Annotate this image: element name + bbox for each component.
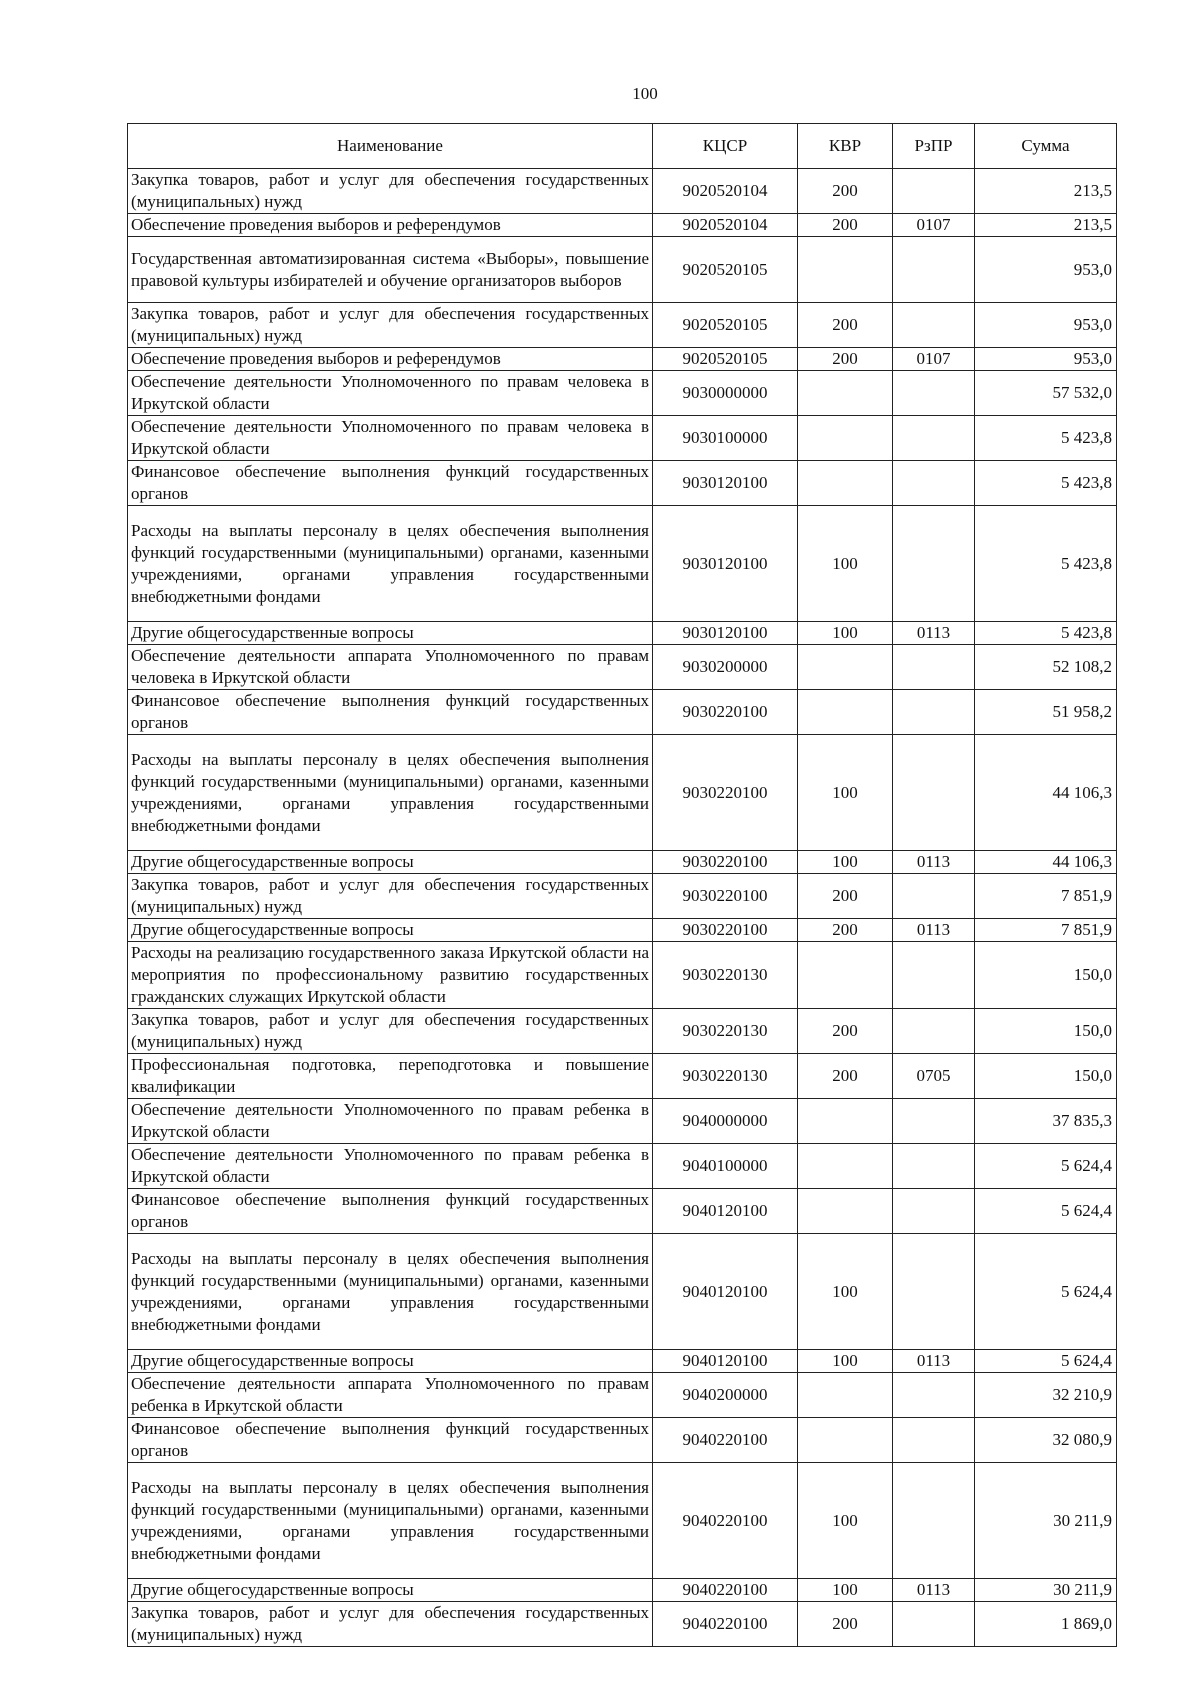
cell-sum: 1 869,0 (975, 1602, 1117, 1647)
cell-kvr: 100 (798, 1350, 893, 1373)
cell-kvr (798, 461, 893, 506)
cell-kvr (798, 690, 893, 735)
table-row (128, 1009, 1117, 1054)
cell-rzpr (893, 1602, 975, 1647)
cell-kvr (798, 645, 893, 690)
cell-rzpr (893, 169, 975, 214)
cell-rzpr (893, 303, 975, 348)
cell-sum: 5 624,4 (975, 1350, 1117, 1373)
cell-name: Расходы на выплаты персоналу в целях обеспечения выполнения функций государственными (муниципальными) органами, казенными учреждениями, органами управления государственными внебюджетными фондами (128, 1463, 653, 1579)
table-row (128, 690, 1117, 735)
cell-sum: 32 210,9 (975, 1373, 1117, 1418)
cell-sum: 5 423,8 (975, 506, 1117, 622)
cell-rzpr (893, 1144, 975, 1189)
cell-kcsr: 9030000000 (653, 371, 798, 416)
cell-kvr: 100 (798, 506, 893, 622)
header-rzpr: РзПР (893, 124, 975, 169)
cell-name: Расходы на выплаты персоналу в целях обеспечения выполнения функций государственными (муниципальными) органами, казенными учреждениями, органами управления государственными внебюджетными фондами (128, 735, 653, 851)
cell-rzpr (893, 416, 975, 461)
cell-kvr: 100 (798, 1579, 893, 1602)
cell-rzpr: 0113 (893, 919, 975, 942)
table-row (128, 1144, 1117, 1189)
cell-kvr (798, 371, 893, 416)
cell-kcsr: 9040120100 (653, 1350, 798, 1373)
header-kcsr: КЦСР (653, 124, 798, 169)
cell-kvr: 200 (798, 874, 893, 919)
cell-sum: 150,0 (975, 942, 1117, 1009)
cell-name: Государственная автоматизированная система «Выборы», повышение правовой культуры избирателей и обучение организаторов выборов (128, 237, 653, 303)
cell-kcsr: 9030220100 (653, 690, 798, 735)
table-header-row (128, 124, 1117, 169)
cell-sum: 32 080,9 (975, 1418, 1117, 1463)
table-row (128, 1463, 1117, 1579)
cell-rzpr (893, 1463, 975, 1579)
cell-name: Закупка товаров, работ и услуг для обеспечения государственных (муниципальных) нужд (128, 303, 653, 348)
table-row (128, 506, 1117, 622)
cell-sum: 51 958,2 (975, 690, 1117, 735)
cell-rzpr (893, 1418, 975, 1463)
cell-name: Обеспечение деятельности аппарата Уполномоченного по правам ребенка в Иркутской области (128, 1373, 653, 1418)
cell-sum: 7 851,9 (975, 919, 1117, 942)
cell-sum: 5 423,8 (975, 416, 1117, 461)
cell-kvr (798, 416, 893, 461)
cell-name: Профессиональная подготовка, переподготовка и повышение квалификации (128, 1054, 653, 1099)
cell-rzpr: 0107 (893, 214, 975, 237)
cell-kcsr: 9030120100 (653, 622, 798, 645)
table-row (128, 461, 1117, 506)
cell-kcsr: 9030200000 (653, 645, 798, 690)
table-row (128, 1418, 1117, 1463)
table-row (128, 645, 1117, 690)
cell-kcsr: 9030220130 (653, 1009, 798, 1054)
cell-name: Закупка товаров, работ и услуг для обеспечения государственных (муниципальных) нужд (128, 874, 653, 919)
cell-kcsr: 9040000000 (653, 1099, 798, 1144)
cell-kcsr: 9030120100 (653, 461, 798, 506)
cell-name: Финансовое обеспечение выполнения функций государственных органов (128, 690, 653, 735)
table-row (128, 1602, 1117, 1647)
table-row (128, 214, 1117, 237)
cell-kvr: 200 (798, 1009, 893, 1054)
cell-name: Другие общегосударственные вопросы (128, 1350, 653, 1373)
cell-kvr: 100 (798, 622, 893, 645)
cell-rzpr: 0113 (893, 1350, 975, 1373)
cell-kvr (798, 1418, 893, 1463)
cell-kvr (798, 1144, 893, 1189)
table-row (128, 371, 1117, 416)
cell-sum: 953,0 (975, 237, 1117, 303)
cell-kcsr: 9040120100 (653, 1234, 798, 1350)
cell-rzpr: 0113 (893, 851, 975, 874)
table-row (128, 735, 1117, 851)
cell-sum: 30 211,9 (975, 1463, 1117, 1579)
cell-rzpr (893, 735, 975, 851)
table-row (128, 874, 1117, 919)
cell-kcsr: 9030220100 (653, 735, 798, 851)
cell-name: Расходы на выплаты персоналу в целях обеспечения выполнения функций государственными (муниципальными) органами, казенными учреждениями, органами управления государственными внебюджетными фондами (128, 506, 653, 622)
table-row (128, 1373, 1117, 1418)
table-row (128, 416, 1117, 461)
cell-sum: 37 835,3 (975, 1099, 1117, 1144)
cell-name: Обеспечение деятельности Уполномоченного по правам человека в Иркутской области (128, 371, 653, 416)
table-row (128, 1234, 1117, 1350)
cell-kvr: 200 (798, 1054, 893, 1099)
cell-sum: 44 106,3 (975, 851, 1117, 874)
header-kvr: КВР (798, 124, 893, 169)
cell-rzpr: 0113 (893, 622, 975, 645)
cell-name: Обеспечение деятельности Уполномоченного по правам ребенка в Иркутской области (128, 1099, 653, 1144)
table-body (128, 169, 1117, 1647)
table-row (128, 851, 1117, 874)
cell-kcsr: 9030220100 (653, 874, 798, 919)
header-name: Наименование (128, 124, 653, 169)
cell-kcsr: 9040220100 (653, 1579, 798, 1602)
cell-rzpr (893, 506, 975, 622)
cell-rzpr: 0113 (893, 1579, 975, 1602)
cell-kcsr: 9040220100 (653, 1602, 798, 1647)
cell-sum: 150,0 (975, 1054, 1117, 1099)
cell-kcsr: 9040100000 (653, 1144, 798, 1189)
cell-rzpr (893, 874, 975, 919)
cell-rzpr (893, 237, 975, 303)
table-row (128, 1054, 1117, 1099)
cell-name: Расходы на выплаты персоналу в целях обеспечения выполнения функций государственными (муниципальными) органами, казенными учреждениями, органами управления государственными внебюджетными фондами (128, 1234, 653, 1350)
cell-sum: 5 423,8 (975, 461, 1117, 506)
cell-kvr: 200 (798, 303, 893, 348)
cell-rzpr (893, 1373, 975, 1418)
cell-kcsr: 9020520105 (653, 303, 798, 348)
table-row (128, 348, 1117, 371)
cell-sum: 953,0 (975, 348, 1117, 371)
table-row (128, 1099, 1117, 1144)
cell-kcsr: 9030220100 (653, 919, 798, 942)
cell-sum: 150,0 (975, 1009, 1117, 1054)
cell-name: Финансовое обеспечение выполнения функций государственных органов (128, 1189, 653, 1234)
cell-kvr (798, 1189, 893, 1234)
cell-name: Обеспечение деятельности аппарата Уполномоченного по правам человека в Иркутской области (128, 645, 653, 690)
cell-kcsr: 9030220100 (653, 851, 798, 874)
table-row (128, 942, 1117, 1009)
cell-kvr: 200 (798, 169, 893, 214)
table-row (128, 622, 1117, 645)
cell-name: Обеспечение деятельности Уполномоченного по правам ребенка в Иркутской области (128, 1144, 653, 1189)
table-row (128, 169, 1117, 214)
cell-kcsr: 9040120100 (653, 1189, 798, 1234)
table-row (128, 303, 1117, 348)
cell-kcsr: 9030220130 (653, 942, 798, 1009)
cell-kcsr: 9030100000 (653, 416, 798, 461)
cell-kcsr: 9020520105 (653, 348, 798, 371)
table-row (128, 1579, 1117, 1602)
cell-sum: 953,0 (975, 303, 1117, 348)
cell-rzpr (893, 371, 975, 416)
cell-kvr (798, 942, 893, 1009)
cell-rzpr (893, 645, 975, 690)
cell-name: Другие общегосударственные вопросы (128, 1579, 653, 1602)
cell-sum: 30 211,9 (975, 1579, 1117, 1602)
cell-sum: 7 851,9 (975, 874, 1117, 919)
cell-sum: 52 108,2 (975, 645, 1117, 690)
cell-kcsr: 9030220130 (653, 1054, 798, 1099)
cell-kcsr: 9020520104 (653, 214, 798, 237)
cell-sum: 5 624,4 (975, 1234, 1117, 1350)
cell-name: Закупка товаров, работ и услуг для обеспечения государственных (муниципальных) нужд (128, 1602, 653, 1647)
cell-rzpr (893, 1099, 975, 1144)
page-number: 100 (632, 84, 658, 103)
cell-name: Расходы на реализацию государственного заказа Иркутской области на мероприятия по профессиональному развитию государственных гражданских служащих Иркутской области (128, 942, 653, 1009)
cell-kvr: 200 (798, 348, 893, 371)
cell-sum: 5 624,4 (975, 1144, 1117, 1189)
header-sum: Сумма (975, 124, 1117, 169)
cell-rzpr (893, 1189, 975, 1234)
cell-rzpr: 0705 (893, 1054, 975, 1099)
cell-kvr: 200 (798, 1602, 893, 1647)
table-row (128, 237, 1117, 303)
cell-sum: 213,5 (975, 169, 1117, 214)
cell-name: Финансовое обеспечение выполнения функций государственных органов (128, 461, 653, 506)
cell-kvr: 100 (798, 851, 893, 874)
cell-kvr: 100 (798, 1234, 893, 1350)
cell-kvr: 200 (798, 214, 893, 237)
cell-name: Другие общегосударственные вопросы (128, 622, 653, 645)
cell-name: Закупка товаров, работ и услуг для обеспечения государственных (муниципальных) нужд (128, 1009, 653, 1054)
cell-name: Обеспечение проведения выборов и референдумов (128, 348, 653, 371)
cell-sum: 213,5 (975, 214, 1117, 237)
table-row (128, 919, 1117, 942)
cell-rzpr (893, 461, 975, 506)
cell-name: Обеспечение проведения выборов и референдумов (128, 214, 653, 237)
cell-name: Финансовое обеспечение выполнения функций государственных органов (128, 1418, 653, 1463)
cell-rzpr (893, 1009, 975, 1054)
cell-sum: 44 106,3 (975, 735, 1117, 851)
cell-rzpr (893, 1234, 975, 1350)
cell-sum: 5 624,4 (975, 1189, 1117, 1234)
cell-sum: 57 532,0 (975, 371, 1117, 416)
cell-kcsr: 9040220100 (653, 1418, 798, 1463)
cell-kvr: 100 (798, 735, 893, 851)
cell-kvr: 100 (798, 1463, 893, 1579)
cell-kvr: 200 (798, 919, 893, 942)
cell-rzpr (893, 690, 975, 735)
table-row (128, 1189, 1117, 1234)
budget-table (127, 123, 1117, 1647)
cell-kcsr: 9040200000 (653, 1373, 798, 1418)
cell-sum: 5 423,8 (975, 622, 1117, 645)
cell-kvr (798, 1099, 893, 1144)
cell-name: Другие общегосударственные вопросы (128, 851, 653, 874)
table-row (128, 1350, 1117, 1373)
cell-kcsr: 9030120100 (653, 506, 798, 622)
cell-kvr (798, 1373, 893, 1418)
cell-rzpr: 0107 (893, 348, 975, 371)
cell-rzpr (893, 942, 975, 1009)
cell-name: Обеспечение деятельности Уполномоченного по правам человека в Иркутской области (128, 416, 653, 461)
cell-name: Другие общегосударственные вопросы (128, 919, 653, 942)
cell-kcsr: 9020520105 (653, 237, 798, 303)
cell-kcsr: 9020520104 (653, 169, 798, 214)
cell-name: Закупка товаров, работ и услуг для обеспечения государственных (муниципальных) нужд (128, 169, 653, 214)
cell-kvr (798, 237, 893, 303)
cell-kcsr: 9040220100 (653, 1463, 798, 1579)
